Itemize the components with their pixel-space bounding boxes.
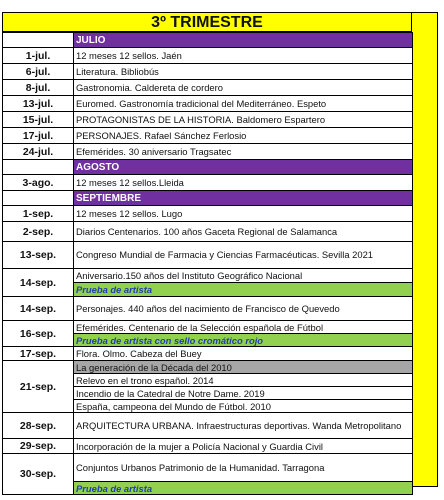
row-date: 14-sep. bbox=[3, 269, 74, 297]
table-row bbox=[3, 269, 413, 283]
row-description: Flora. Olmo. Cabeza del Buey bbox=[74, 347, 413, 361]
table-row bbox=[3, 80, 413, 96]
row-description: Efemérides. Centenario de la Selección española de Fútbol bbox=[74, 321, 413, 334]
row-date: 17-jul. bbox=[3, 128, 74, 144]
artist-proof-note: Prueba de artista bbox=[74, 283, 413, 297]
table-row bbox=[3, 242, 413, 269]
row-description: PERSONAJES. Rafael Sánchez Ferlosio bbox=[74, 128, 413, 144]
row-date: 1-sep. bbox=[3, 206, 74, 222]
month-label: AGOSTO bbox=[74, 160, 413, 175]
month-header-septiembre bbox=[3, 191, 413, 206]
row-date: 17-sep. bbox=[3, 347, 74, 361]
month-header-agosto bbox=[3, 160, 413, 175]
table-row bbox=[3, 321, 413, 334]
artist-proof-note: Prueba de artista con sello cromático rojo bbox=[74, 334, 413, 347]
table-row bbox=[3, 96, 413, 112]
table-row bbox=[3, 206, 413, 222]
row-date: 2-sep. bbox=[3, 222, 74, 242]
row-description: Relevo en el trono español. 2014 bbox=[74, 374, 413, 387]
row-description: Personajes. 440 años del nacimiento de Francisco de Quevedo bbox=[74, 297, 413, 321]
row-date: 29-sep. bbox=[3, 439, 74, 454]
table-row bbox=[3, 144, 413, 160]
table-row bbox=[3, 297, 413, 321]
row-date: 16-sep. bbox=[3, 321, 74, 347]
row-date: 28-sep. bbox=[3, 413, 74, 439]
month-label: JULIO bbox=[74, 33, 413, 48]
table-row bbox=[3, 48, 413, 64]
table-row bbox=[3, 175, 413, 191]
table-row bbox=[3, 454, 413, 482]
table-row bbox=[3, 413, 413, 439]
table-row bbox=[3, 112, 413, 128]
row-date: 13-sep. bbox=[3, 242, 74, 269]
row-date: 21-sep. bbox=[3, 361, 74, 413]
row-date: 30-sep. bbox=[3, 454, 74, 495]
table-row bbox=[3, 347, 413, 361]
row-date: 1-jul. bbox=[3, 48, 74, 64]
row-description: PROTAGONISTAS DE LA HISTORIA. Baldomero Espartero bbox=[74, 112, 413, 128]
row-description: Congreso Mundial de Farmacia y Ciencias Farmacéuticas. Sevilla 2021 bbox=[74, 242, 413, 269]
month-label: SEPTIEMBRE bbox=[74, 191, 413, 206]
row-date: 24-jul. bbox=[3, 144, 74, 160]
row-description: Aniversario.150 años del Instituto Geográfico Nacional bbox=[74, 269, 413, 283]
right-margin-column bbox=[412, 12, 438, 487]
row-description: Efemérides. 30 aniversario Tragsatec bbox=[74, 144, 413, 160]
table-row bbox=[3, 64, 413, 80]
month-header-julio bbox=[3, 33, 413, 48]
schedule-table bbox=[2, 32, 413, 495]
row-date: 6-jul. bbox=[3, 64, 74, 80]
table-row bbox=[3, 439, 413, 454]
row-description: Conjuntos Urbanos Patrimonio de la Humanidad. Tarragona bbox=[74, 454, 413, 482]
row-description: ARQUITECTURA URBANA. Infraestructuras deportivas. Wanda Metropolitano bbox=[74, 413, 413, 439]
row-description: 12 meses 12 sellos. Lugo bbox=[74, 206, 413, 222]
table-row bbox=[3, 361, 413, 374]
table-row bbox=[3, 128, 413, 144]
row-date: 3-ago. bbox=[3, 175, 74, 191]
row-date: 13-jul. bbox=[3, 96, 74, 112]
page-title: 3º TRIMESTRE bbox=[2, 12, 412, 32]
row-description: 12 meses 12 sellos. Jaén bbox=[74, 48, 413, 64]
row-description: España, campeona del Mundo de Fútbol. 2010 bbox=[74, 400, 413, 413]
row-description: Literatura. Bibliobús bbox=[74, 64, 413, 80]
row-description: Diarios Centenarios. 100 años Gaceta Regional de Salamanca bbox=[74, 222, 413, 242]
schedule-sheet bbox=[2, 12, 412, 495]
artist-proof-note: Prueba de artista bbox=[74, 482, 413, 495]
row-description: Euromed. Gastronomía tradicional del Mediterráneo. Espeto bbox=[74, 96, 413, 112]
series-header: La generación de la Década del 2010 bbox=[74, 361, 413, 374]
row-date: 8-jul. bbox=[3, 80, 74, 96]
table-row bbox=[3, 222, 413, 242]
row-description: Incendio de la Catedral de Notre Dame. 2019 bbox=[74, 387, 413, 400]
row-date: 15-jul. bbox=[3, 112, 74, 128]
row-description: 12 meses 12 sellos.Lleida bbox=[74, 175, 413, 191]
row-description: Incorporación de la mujer a Policía Nacional y Guardia Civil bbox=[74, 439, 413, 454]
row-description: Gastronomia. Caldereta de cordero bbox=[74, 80, 413, 96]
row-date: 14-sep. bbox=[3, 297, 74, 321]
